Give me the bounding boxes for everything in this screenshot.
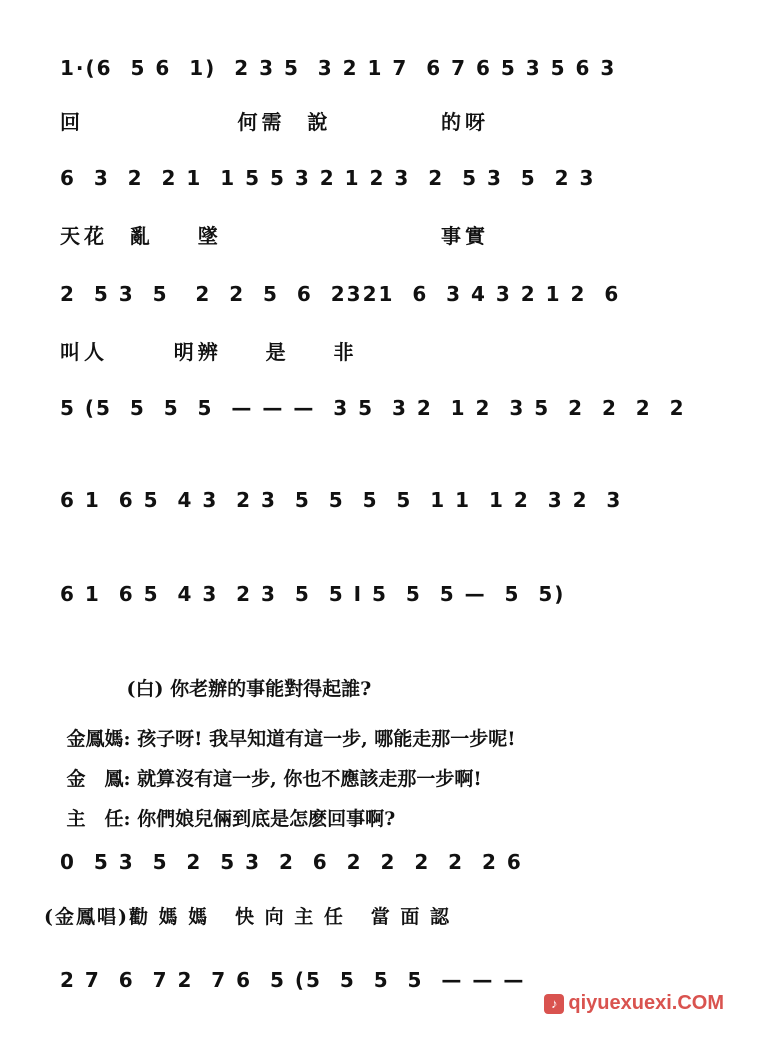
notes: 6 1 6 5 4 3 2 3 5 5 5 5 1 1 1 2 3 2 3 (60, 488, 623, 512)
notes: 0 5 3 5 2 5 3 2 6 2 2 2 2 2 6 (60, 850, 523, 874)
staff-row-6 (60, 564, 730, 624)
staff-row-5 (60, 470, 730, 530)
watermark: ♪ qiyuexuexi.COM (544, 992, 724, 1015)
lyrics-row-2: 天花 亂 墜 事實 (60, 224, 490, 248)
staff-row-4 (60, 378, 730, 438)
notes: 6 3 2 2 1 1 5 5 3 2 1 2 3 2 5 3 5 2 3 (60, 166, 596, 190)
staff-row-1 (60, 38, 730, 98)
dialogue-line-2: 金鳳媽: 孩子呀! 我早知道有這一步, 哪能走那一步呢! (66, 728, 516, 750)
notes: 2 5 3 5 2 2 5 6 2321 6 3 4 3 2 1 2 6 (60, 282, 621, 306)
staff-row-2 (60, 148, 730, 208)
staff-row-3 (60, 264, 730, 324)
dialogue-line-1: (白) 你老辦的事能對得起誰? (126, 678, 372, 700)
notes: 1·(6 5 6 1) 2 3 5 3 2 1 7 6 7 6 5 3 5 6 3 (60, 56, 617, 80)
music-note-icon: ♪ (544, 994, 564, 1014)
lyrics-row-1: 回 何需 說 的呀 (60, 110, 490, 134)
lyrics-row-7: (金鳳唱)勸 媽 媽 快 向 主 任 當 面 認 (44, 906, 451, 928)
dialogue-line-3: 金 鳳: 就算沒有這一步, 你也不應該走那一步啊! (66, 768, 482, 790)
staff-row-7 (60, 832, 730, 892)
notes: 6 1 6 5 4 3 2 3 5 5 I 5 5 5 — 5 5) (60, 582, 566, 606)
dialogue-line-4: 主 任: 你們娘兒倆到底是怎麽回事啊? (66, 808, 396, 830)
lyrics-row-3: 叫人 明辨 是 非 (60, 340, 358, 364)
notes: 5 (5 5 5 5 — — — 3 5 3 2 1 2 3 5 2 2 2 2 (60, 396, 686, 420)
notes: 2 7 6 7 2 7 6 5 (5 5 5 5 — — — (60, 968, 526, 992)
